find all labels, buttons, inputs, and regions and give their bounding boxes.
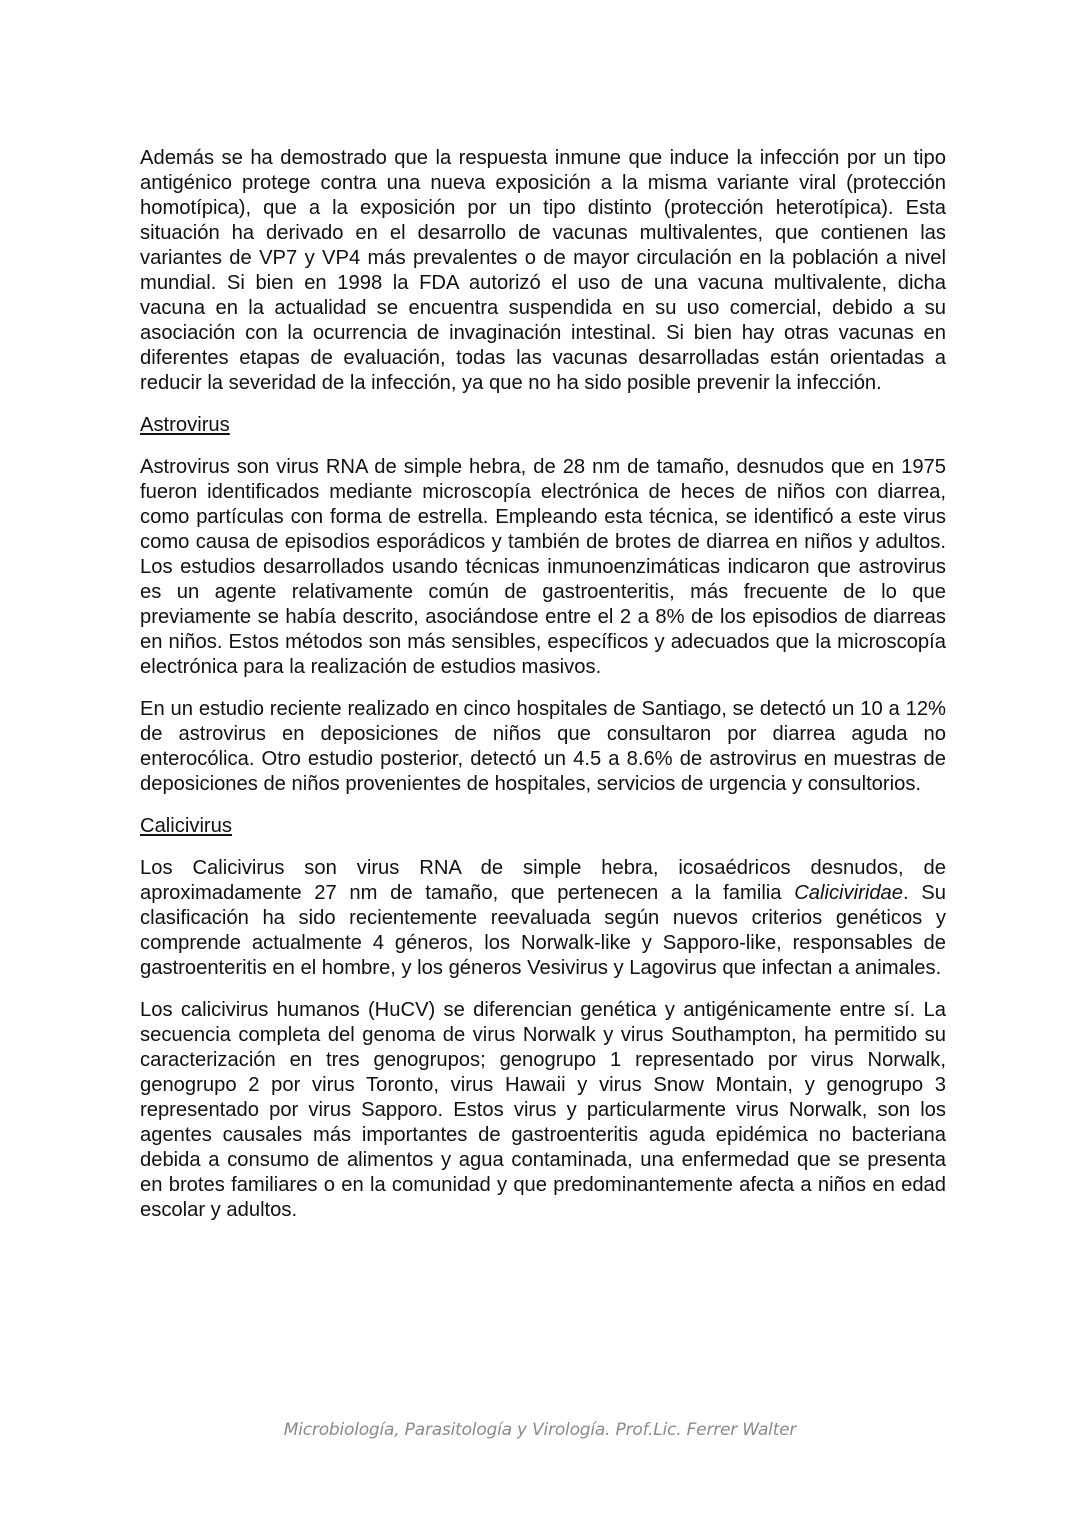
paragraph-calicivirus-text-end: . Su clasificación ha sido recientemente reevaluada según nuevos criterios genéticos y comprende actualmente 4 géneros, los Norwalk-like y Sapporo-like, responsables de gastroenteritis en el hombre, y los géneros Vesivirus y Lagovirus que infectan a animales. bbox=[140, 882, 946, 979]
page-footer: Microbiología, Parasitología y Virología. Prof.Lic. Ferrer Walter bbox=[283, 1420, 797, 1440]
paragraph-astrovirus-description: Astrovirus son virus RNA de simple hebra, de 28 nm de tamaño, desnudos que en 1975 fueron identificados mediante microscopía electrónica de heces de niños con diarrea, como partículas con forma de estrella. Empleando esta técnica, se identificó a este virus como causa de episodios esporádicos y también de brotes de diarrea en niños y adultos. Los estudios desarrollados usando técnicas inmunoenzimáticas indicaron que astrovirus es un agente relativamente común de gastroenteritis, más frecuente de lo que previamente se había descrito, asociándose entre el 2 a 8% de los episodios de diarreas en niños. Estos métodos son más sensibles, específicos y adecuados que la microscopía electrónica para la realización de estudios masivos. bbox=[140, 456, 946, 678]
paragraph-calicivirus-description bbox=[140, 856, 946, 981]
section-heading-astrovirus: Astrovirus bbox=[140, 414, 230, 436]
paragraph-human-calicivirus: Los calicivirus humanos (HuCV) se diferencian genética y antigénicamente entre sí. La secuencia completa del genoma de virus Norwalk y virus Southampton, ha permitido su caracterización en tres genogrupos; genogrupo 1 representado por virus Norwalk, genogrupo 2 por virus Toronto, virus Hawaii y virus Snow Montain, y genogrupo 3 representado por virus Sapporo. Estos virus y particularmente virus Norwalk, son los agentes causales más importantes de gastroenteritis aguda epidémica no bacteriana debida a consumo de alimentos y agua contaminada, una enfermedad que se presenta en brotes familiares o en la comunidad y que predominantemente afecta a niños en edad escolar y adultos. bbox=[140, 999, 946, 1221]
section-heading-calicivirus: Calicivirus bbox=[140, 815, 232, 837]
family-name-caliciviridae: Caliciviridae bbox=[794, 882, 904, 904]
paragraph-calicivirus-text-start: Los Calicivirus son virus RNA de simple hebra, icosaédricos desnudos, de aproximadamente 27 nm de tamaño, que pertenecen a la familia bbox=[140, 857, 946, 904]
paragraph-astrovirus-santiago-study: En un estudio reciente realizado en cinco hospitales de Santiago, se detectó un 10 a 12% de astrovirus en deposiciones de niños que consultaron por diarrea aguda no enterocólica. Otro estudio posterior, detectó un 4.5 a 8.6% de astrovirus en muestras de deposiciones de niños provenientes de hospitales, servicios de urgencia y consultorios. bbox=[140, 698, 946, 795]
paragraph-immune-response: Además se ha demostrado que la respuesta inmune que induce la infección por un tipo antigénico protege contra una nueva exposición a la misma variante viral (protección homotípica), que a la exposición por un tipo distinto (protección heterotípica). Esta situación ha derivado en el desarrollo de vacunas multivalentes, que contienen las variantes de VP7 y VP4 más prevalentes o de mayor circulación en la población a nivel mundial. Si bien en 1998 la FDA autorizó el uso de una vacuna multivalente, dicha vacuna en la actualidad se encuentra suspendida en su uso comercial, debido a su asociación con la ocurrencia de invaginación intestinal. Si bien hay otras vacunas en diferentes etapas de evaluación, todas las vacunas desarrolladas están orientadas a reducir la severidad de la infección, ya que no ha sido posible prevenir la infección. bbox=[140, 147, 946, 394]
document-body bbox=[140, 146, 946, 1240]
